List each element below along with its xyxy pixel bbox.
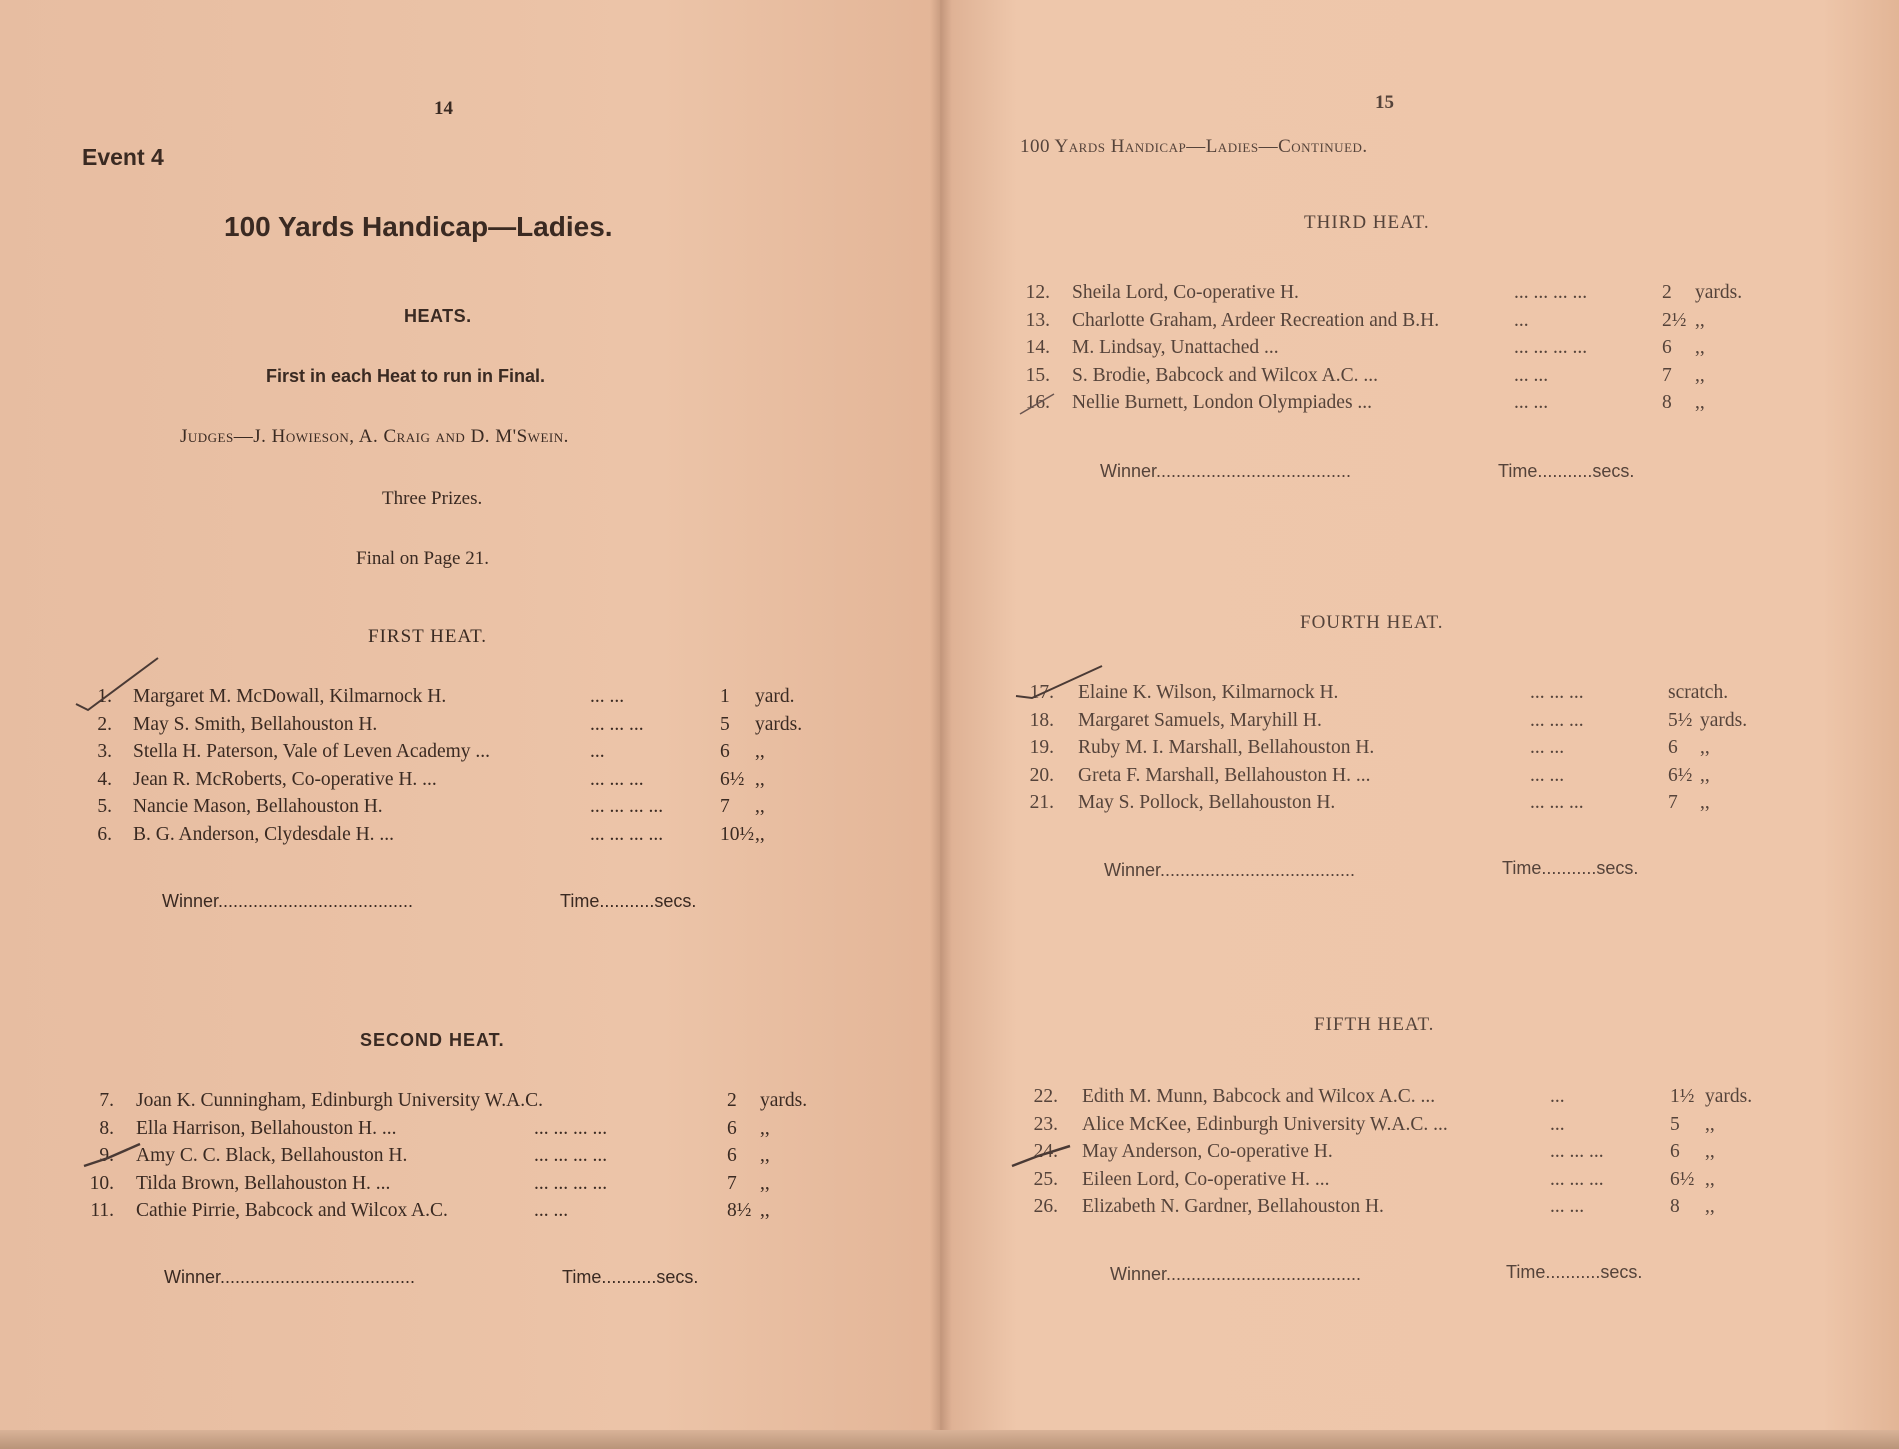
entry-name: S. Brodie, Babcock and Wilcox A.C. ... [1072, 364, 1378, 386]
time-line: Time...........secs. [560, 891, 697, 911]
entry-name: May S. Pollock, Bellahouston H. [1078, 792, 1336, 813]
leader-dots: ... ... [1530, 737, 1565, 758]
entry-name: Margaret M. McDowall, Kilmarnock H. [133, 686, 447, 707]
entry-row [940, 710, 1899, 738]
entry-unit: ,, [760, 1117, 770, 1139]
entry-handicap: 7 [727, 1172, 737, 1194]
entry-unit: ,, [1695, 309, 1705, 331]
leader-dots: ... ... ... [1530, 709, 1584, 731]
entry-unit: yards. [1705, 1086, 1753, 1107]
entry-handicap: 2 [1662, 282, 1672, 303]
entry-handicap: 8½ [727, 1200, 752, 1221]
entry-name: Ruby M. I. Marshall, Bellahouston H. [1078, 737, 1375, 758]
entry-row [940, 737, 1899, 765]
entry-row [940, 1141, 1899, 1169]
entry-row [0, 1173, 940, 1201]
heat-title: FIRST HEAT. [368, 626, 488, 647]
entry-number: 1. [97, 686, 112, 707]
entry-unit: ,, [755, 796, 765, 817]
entry-handicap: scratch. [1668, 682, 1729, 703]
leader-dots: ... ... [534, 1200, 569, 1221]
page-edge [0, 1430, 1899, 1449]
entry-row [0, 824, 940, 852]
leader-dots: ... ... [1514, 392, 1549, 413]
event-label: Event 4 [82, 144, 164, 170]
entry-name: Eileen Lord, Co-operative H. ... [1082, 1168, 1330, 1190]
entry-name: Cathie Pirrie, Babcock and Wilcox A.C. [136, 1200, 448, 1221]
entry-handicap: 2½ [1662, 309, 1687, 331]
time-line: Time...........secs. [1502, 858, 1639, 878]
entry-number: 13. [1025, 309, 1050, 331]
entry-name: Charlotte Graham, Ardeer Recreation and B.H. [1072, 309, 1440, 331]
entry-row [0, 1200, 940, 1228]
entry-unit: ,, [760, 1200, 770, 1221]
entry-unit: ,, [755, 823, 765, 845]
entry-name: May S. Smith, Bellahouston H. [133, 713, 378, 735]
entry-unit: ,, [1700, 764, 1710, 786]
entry-unit: ,, [755, 768, 765, 790]
entry-number: 15. [1025, 364, 1050, 386]
entry-handicap: 6 [1668, 737, 1678, 758]
winner-line: Winner....................................... [1100, 461, 1352, 481]
running-head: 100 Yards Handicap—Ladies—Continued. [1020, 136, 1368, 157]
time-line: Time...........secs. [562, 1267, 699, 1287]
entry-unit: yard. [755, 686, 795, 707]
right-page [940, 0, 1899, 1449]
leader-dots: ... ... ... ... [590, 823, 664, 845]
entry-number: 10. [89, 1172, 114, 1194]
heat-title: FOURTH HEAT. [1300, 612, 1444, 633]
entry-name: Greta F. Marshall, Bellahouston H. ... [1078, 764, 1371, 786]
leader-dots: ... ... ... [1530, 682, 1584, 703]
entry-unit: ,, [1705, 1168, 1715, 1190]
entry-unit: ,, [1705, 1141, 1715, 1162]
leader-dots: ... ... [1530, 764, 1565, 786]
entry-number: 6. [97, 823, 112, 845]
leader-dots: ... [1550, 1113, 1565, 1135]
entry-row [940, 392, 1899, 420]
leader-dots: ... ... ... [590, 713, 644, 735]
entry-number: 4. [97, 768, 112, 790]
winner-line: Winner....................................... [162, 891, 414, 911]
entry-handicap: 1½ [1670, 1086, 1695, 1107]
heats-heading: HEATS. [404, 306, 472, 326]
entry-number: 19. [1029, 737, 1054, 758]
entry-handicap: 6 [727, 1117, 737, 1139]
entry-handicap: 5 [1670, 1113, 1680, 1135]
entry-number: 16. [1025, 392, 1050, 413]
entry-row [0, 796, 940, 824]
leader-dots: ... [590, 741, 605, 762]
entry-name: Nellie Burnett, London Olympiades ... [1072, 392, 1373, 413]
leader-dots: ... ... ... ... [534, 1145, 608, 1166]
entry-name: Elizabeth N. Gardner, Bellahouston H. [1082, 1196, 1384, 1217]
prizes-note: Three Prizes. [382, 488, 483, 509]
leader-dots: ... ... ... ... [534, 1117, 608, 1139]
entry-unit: ,, [760, 1172, 770, 1194]
entry-name: Margaret Samuels, Maryhill H. [1078, 709, 1322, 731]
entry-number: 23. [1033, 1113, 1058, 1135]
entry-number: 22. [1033, 1086, 1058, 1107]
heat-title: FIFTH HEAT. [1314, 1014, 1435, 1035]
entry-name: M. Lindsay, Unattached ... [1072, 337, 1279, 358]
entry-unit: ,, [1695, 337, 1705, 358]
pencil-tick-icon [70, 652, 170, 712]
entry-name: Joan K. Cunningham, Edinburgh University W.A.C. [136, 1090, 543, 1111]
pencil-tick-icon [1008, 1140, 1078, 1170]
entry-handicap: 6 [720, 741, 730, 762]
entry-handicap: 7 [1662, 364, 1672, 386]
entry-handicap: 6 [727, 1145, 737, 1166]
entry-number: 11. [90, 1200, 114, 1221]
book-gutter [930, 0, 952, 1449]
winner-line: Winner....................................... [1104, 860, 1356, 880]
entry-row [940, 1086, 1899, 1114]
entry-unit: ,, [1695, 364, 1705, 386]
judges-line: Judges—J. Howieson, A. Craig and D. M'Swein. [180, 426, 569, 447]
leader-dots: ... ... ... [590, 768, 644, 790]
entry-unit: ,, [755, 741, 765, 762]
entry-number: 2. [97, 713, 112, 735]
heat-title: SECOND HEAT. [360, 1030, 505, 1050]
entry-handicap: 5½ [1668, 709, 1693, 731]
entry-handicap: 10½ [720, 823, 755, 845]
leader-dots: ... ... ... [1550, 1168, 1604, 1190]
leader-dots: ... ... ... [1550, 1141, 1604, 1162]
entry-name: Alice McKee, Edinburgh University W.A.C. ... [1082, 1113, 1448, 1135]
entry-handicap: 8 [1662, 392, 1672, 413]
leader-dots: ... ... ... ... [534, 1172, 608, 1194]
entry-handicap: 2 [727, 1090, 737, 1111]
entry-row [940, 282, 1899, 310]
entry-row [0, 714, 940, 742]
time-line: Time...........secs. [1506, 1262, 1643, 1282]
pencil-tick-icon [1012, 660, 1112, 710]
entry-unit: yards. [1700, 709, 1748, 731]
time-line: Time...........secs. [1498, 461, 1635, 481]
entry-unit: yards. [755, 713, 803, 735]
entry-row [0, 1090, 940, 1118]
final-note: Final on Page 21. [356, 548, 489, 569]
entry-row [940, 1169, 1899, 1197]
entry-row [940, 792, 1899, 820]
entry-name: Edith M. Munn, Babcock and Wilcox A.C. ... [1082, 1086, 1436, 1107]
fifth-heat-entries [940, 1086, 1899, 1224]
page-title: 100 Yards Handicap—Ladies. [224, 211, 613, 242]
entry-number: 7. [99, 1090, 114, 1111]
entry-number: 3. [97, 741, 112, 762]
leader-dots: ... ... ... ... [1514, 337, 1588, 358]
entry-unit: ,, [1700, 737, 1710, 758]
entry-number: 26. [1033, 1196, 1058, 1217]
entry-number: 18. [1029, 709, 1054, 731]
leader-dots: ... ... ... ... [1514, 282, 1588, 303]
entry-unit: ,, [1700, 792, 1710, 813]
leader-dots: ... ... ... ... [590, 796, 664, 817]
entry-row [940, 1196, 1899, 1224]
entry-name: Amy C. C. Black, Bellahouston H. [136, 1145, 408, 1166]
entry-handicap: 5 [720, 713, 730, 735]
entry-handicap: 6½ [720, 768, 745, 790]
entry-number: 20. [1029, 764, 1054, 786]
entry-number: 21. [1029, 792, 1054, 813]
entry-unit: ,, [1695, 392, 1705, 413]
entry-name: Ella Harrison, Bellahouston H. ... [136, 1117, 397, 1139]
entry-unit: yards. [760, 1090, 808, 1111]
entry-unit: yards. [1695, 282, 1743, 303]
leader-dots: ... [1514, 309, 1529, 331]
page-number: 14 [434, 98, 453, 119]
left-page [0, 0, 940, 1449]
entry-number: 24. [1033, 1141, 1058, 1162]
entry-row [940, 1114, 1899, 1142]
entry-row [940, 365, 1899, 393]
entry-unit: ,, [1705, 1113, 1715, 1135]
entry-name: Nancie Mason, Bellahouston H. [133, 796, 383, 817]
winner-line: Winner....................................... [164, 1267, 416, 1287]
entry-handicap: 6 [1662, 337, 1672, 358]
entry-handicap: 6 [1670, 1141, 1680, 1162]
entry-name: B. G. Anderson, Clydesdale H. ... [133, 823, 395, 845]
entry-row [940, 337, 1899, 365]
winner-line: Winner....................................... [1110, 1264, 1362, 1284]
leader-dots: ... ... [590, 686, 625, 707]
qualify-note: First in each Heat to run in Final. [266, 366, 546, 386]
entry-handicap: 7 [1668, 792, 1678, 813]
entry-name: May Anderson, Co-operative H. [1082, 1141, 1333, 1162]
entry-name: Elaine K. Wilson, Kilmarnock H. [1078, 682, 1339, 703]
entry-row [0, 769, 940, 797]
entry-unit: ,, [1705, 1196, 1715, 1217]
entry-row [940, 310, 1899, 338]
entry-number: 9. [99, 1145, 114, 1166]
leader-dots: ... ... ... [1530, 792, 1584, 813]
pencil-tick-icon [80, 1140, 150, 1170]
entry-name: Stella H. Paterson, Vale of Leven Academy ... [133, 741, 491, 762]
entry-number: 5. [97, 796, 112, 817]
entry-handicap: 6½ [1668, 764, 1693, 786]
entry-number: 17. [1029, 682, 1054, 703]
entry-number: 12. [1025, 282, 1050, 303]
heat-title: THIRD HEAT. [1304, 212, 1430, 233]
leader-dots: ... ... [1514, 364, 1549, 386]
entry-row [0, 741, 940, 769]
entry-unit: ,, [760, 1145, 770, 1166]
page-number: 15 [1375, 92, 1394, 113]
entry-handicap: 6½ [1670, 1168, 1695, 1190]
pencil-tick-icon [1014, 390, 1064, 420]
entry-name: Tilda Brown, Bellahouston H. ... [136, 1172, 391, 1194]
third-heat-entries [940, 282, 1899, 420]
entry-number: 25. [1033, 1168, 1058, 1190]
leader-dots: ... [1550, 1086, 1565, 1107]
entry-number: 8. [99, 1117, 114, 1139]
entry-handicap: 7 [720, 796, 730, 817]
entry-name: Sheila Lord, Co-operative H. [1072, 282, 1299, 303]
entry-number: 14. [1025, 337, 1050, 358]
entry-name: Jean R. McRoberts, Co-operative H. ... [133, 768, 437, 790]
leader-dots: ... ... [1550, 1196, 1585, 1217]
entry-handicap: 1 [720, 686, 730, 707]
entry-handicap: 8 [1670, 1196, 1680, 1217]
entry-row [940, 765, 1899, 793]
